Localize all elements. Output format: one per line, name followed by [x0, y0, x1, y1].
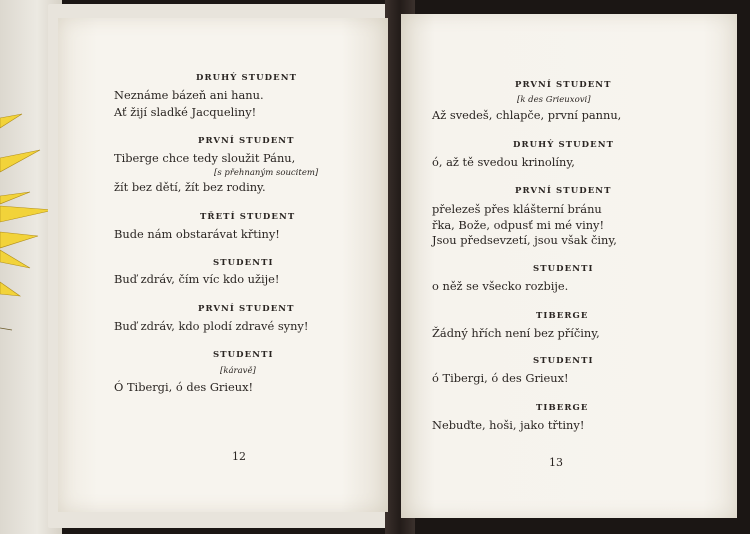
verse-line: Ať žijí sladké Jacqueliny! — [114, 105, 257, 119]
verse-line: přelezeš přes klášterní bránu — [432, 202, 602, 216]
speaker-label: STUDENTI — [213, 258, 274, 268]
page-number: 13 — [549, 456, 563, 469]
speaker-label: STUDENTI — [213, 350, 274, 360]
verse-line: Bude nám obstarávat křtiny! — [114, 227, 280, 241]
verse-line: Buď zdráv, čím víc kdo užije! — [114, 272, 280, 286]
verse-line: o něž se všecko rozbije. — [432, 279, 569, 293]
speaker-label: STUDENTI — [533, 264, 594, 274]
verse-line: Ó Tibergi, ó des Grieux! — [114, 380, 254, 394]
stage-direction: [s přehnaným soucitem] — [214, 168, 319, 178]
verse-line: Až svedeš, chlapče, první pannu, — [432, 108, 622, 122]
stage-direction: [k des Grieuxovi] — [517, 95, 591, 105]
speaker-label: PRVNÍ STUDENT — [198, 304, 295, 314]
right-page — [401, 14, 737, 518]
verse-line: Nebuďte, hoši, jako třtiny! — [432, 418, 585, 432]
verse-line: Buď zdráv, kdo plodí zdravé syny! — [114, 319, 309, 333]
verse-line: Tiberge chce tedy sloužit Pánu, — [114, 151, 296, 165]
verse-line: ó Tibergi, ó des Grieux! — [432, 371, 569, 385]
left-page — [58, 18, 388, 512]
verse-line: Jsou předsevzetí, jsou však činy, — [432, 233, 617, 247]
speaker-label: PRVNÍ STUDENT — [515, 80, 612, 90]
verse-line: Žádný hřích není bez příčiny, — [432, 326, 600, 340]
page-number: 12 — [232, 450, 246, 463]
verse-line: ó, až tě svedou krinolíny, — [432, 155, 575, 169]
speaker-label: TIBERGE — [536, 311, 589, 321]
speaker-label: DRUHÝ STUDENT — [513, 140, 615, 150]
speaker-label: PRVNÍ STUDENT — [198, 136, 295, 146]
verse-line: žít bez dětí, žít bez rodiny. — [114, 180, 266, 194]
speaker-label: DRUHÝ STUDENT — [196, 73, 298, 83]
verse-line: řka, Bože, odpusť mi mé viny! — [432, 218, 605, 232]
speaker-label: STUDENTI — [533, 356, 594, 366]
stage-direction: [káravě] — [220, 366, 256, 376]
verse-line: Neznáme bázeň ani hanu. — [114, 88, 264, 102]
speaker-label: TŘETÍ STUDENT — [200, 212, 296, 222]
speaker-label: PRVNÍ STUDENT — [515, 186, 612, 196]
speaker-label: TIBERGE — [536, 403, 589, 413]
